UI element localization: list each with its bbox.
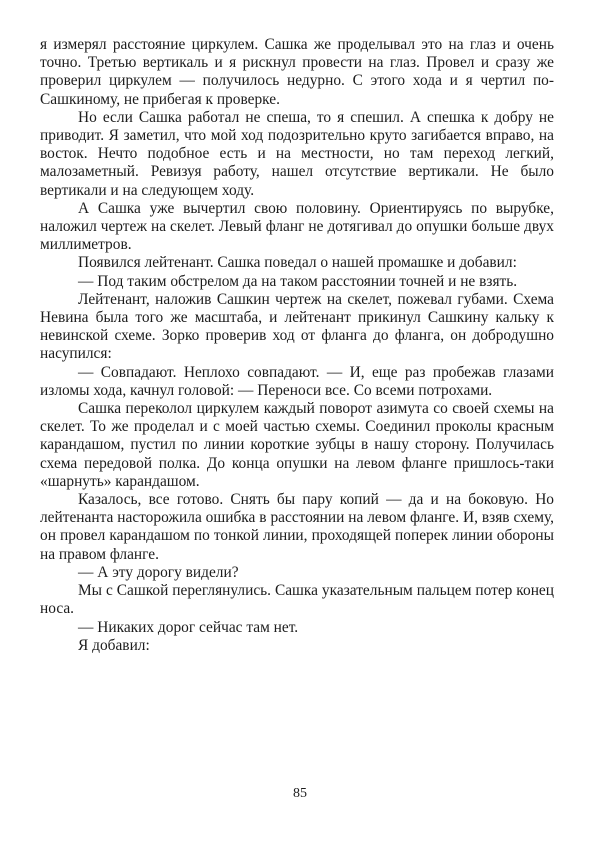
paragraph: — Никаких дорог сейчас там нет. xyxy=(78,618,299,636)
paragraph: Лейтенант, наложив Сашкин чертеж на скелет, пожевал губами. Схема Невина была того же масштаба, и лейтенант прикинул Сашкину кальку к невинской схеме. Зорко проверив ход от фланга до фланга, он добродушно насупился: xyxy=(40,290,554,363)
paragraph: Но если Сашка работал не спеша, то я спешил. А спешка к добру не приводит. Я заметил, что мой ход подозрительно круто загибается вправо, на восток. Нечто подобное есть и на местности, но там переход легкий, малозаметный. Ревизуя работу, нашел отсутствие вертикали. Не было вертикали и на следующем ходу. xyxy=(40,108,554,199)
page-number: 85 xyxy=(293,786,307,801)
paragraph: — А эту дорогу видели? xyxy=(78,563,239,581)
paragraph: Сашка переколол циркулем каждый поворот азимута со своей схемы на скелет. То же проделал и с моей частью схемы. Соединил проколы красным карандашом, пустил по линии короткие зубцы в нашу сторону. Получилась схема передовой полка. До конца опушки на левом фланге пришлось-таки «шарнуть» карандашом. xyxy=(40,400,554,490)
paragraph: — Совпадают. Неплохо совпадают. — И, еще раз пробежав глазами изломы хода, качнул головой: — Переноси все. Со всеми потрохами. xyxy=(40,363,554,399)
paragraph: Появился лейтенант. Сашка поведал о нашей промашке и добавил: xyxy=(78,254,517,272)
paragraph: Мы с Сашкой переглянулись. Сашка указательным пальцем потер конец носа. xyxy=(40,582,554,618)
paragraph: — Под таким обстрелом да на таком расстоянии точней и не взять. xyxy=(78,272,518,290)
paragraph: Я добавил: xyxy=(78,636,150,654)
paragraph: я измерял расстояние циркулем. Сашка же проделывал это на глаз и очень точно. Третью вертикаль и я рискнул провести на глаз. Провел и сразу же проверил циркулем — получилось недурно. С этого хода и я чертил по-Сашкиному, не прибегая к проверке. xyxy=(40,36,554,108)
page-body xyxy=(40,36,554,655)
paragraph: А Сашка уже вычертил свою половину. Ориентируясь по вырубке, наложил чертеж на скелет. Левый фланг не дотягивал до опушки больше двух миллиметров. xyxy=(40,199,554,254)
paragraph: Казалось, все готово. Снять бы пару копий — да и на боковую. Но лейтенанта насторожила ошибка в расстоянии на левом фланге. И, взяв схему, он провел карандашом по тонкой линии, проходящей поперек линии обороны на правом фланге. xyxy=(40,491,554,563)
